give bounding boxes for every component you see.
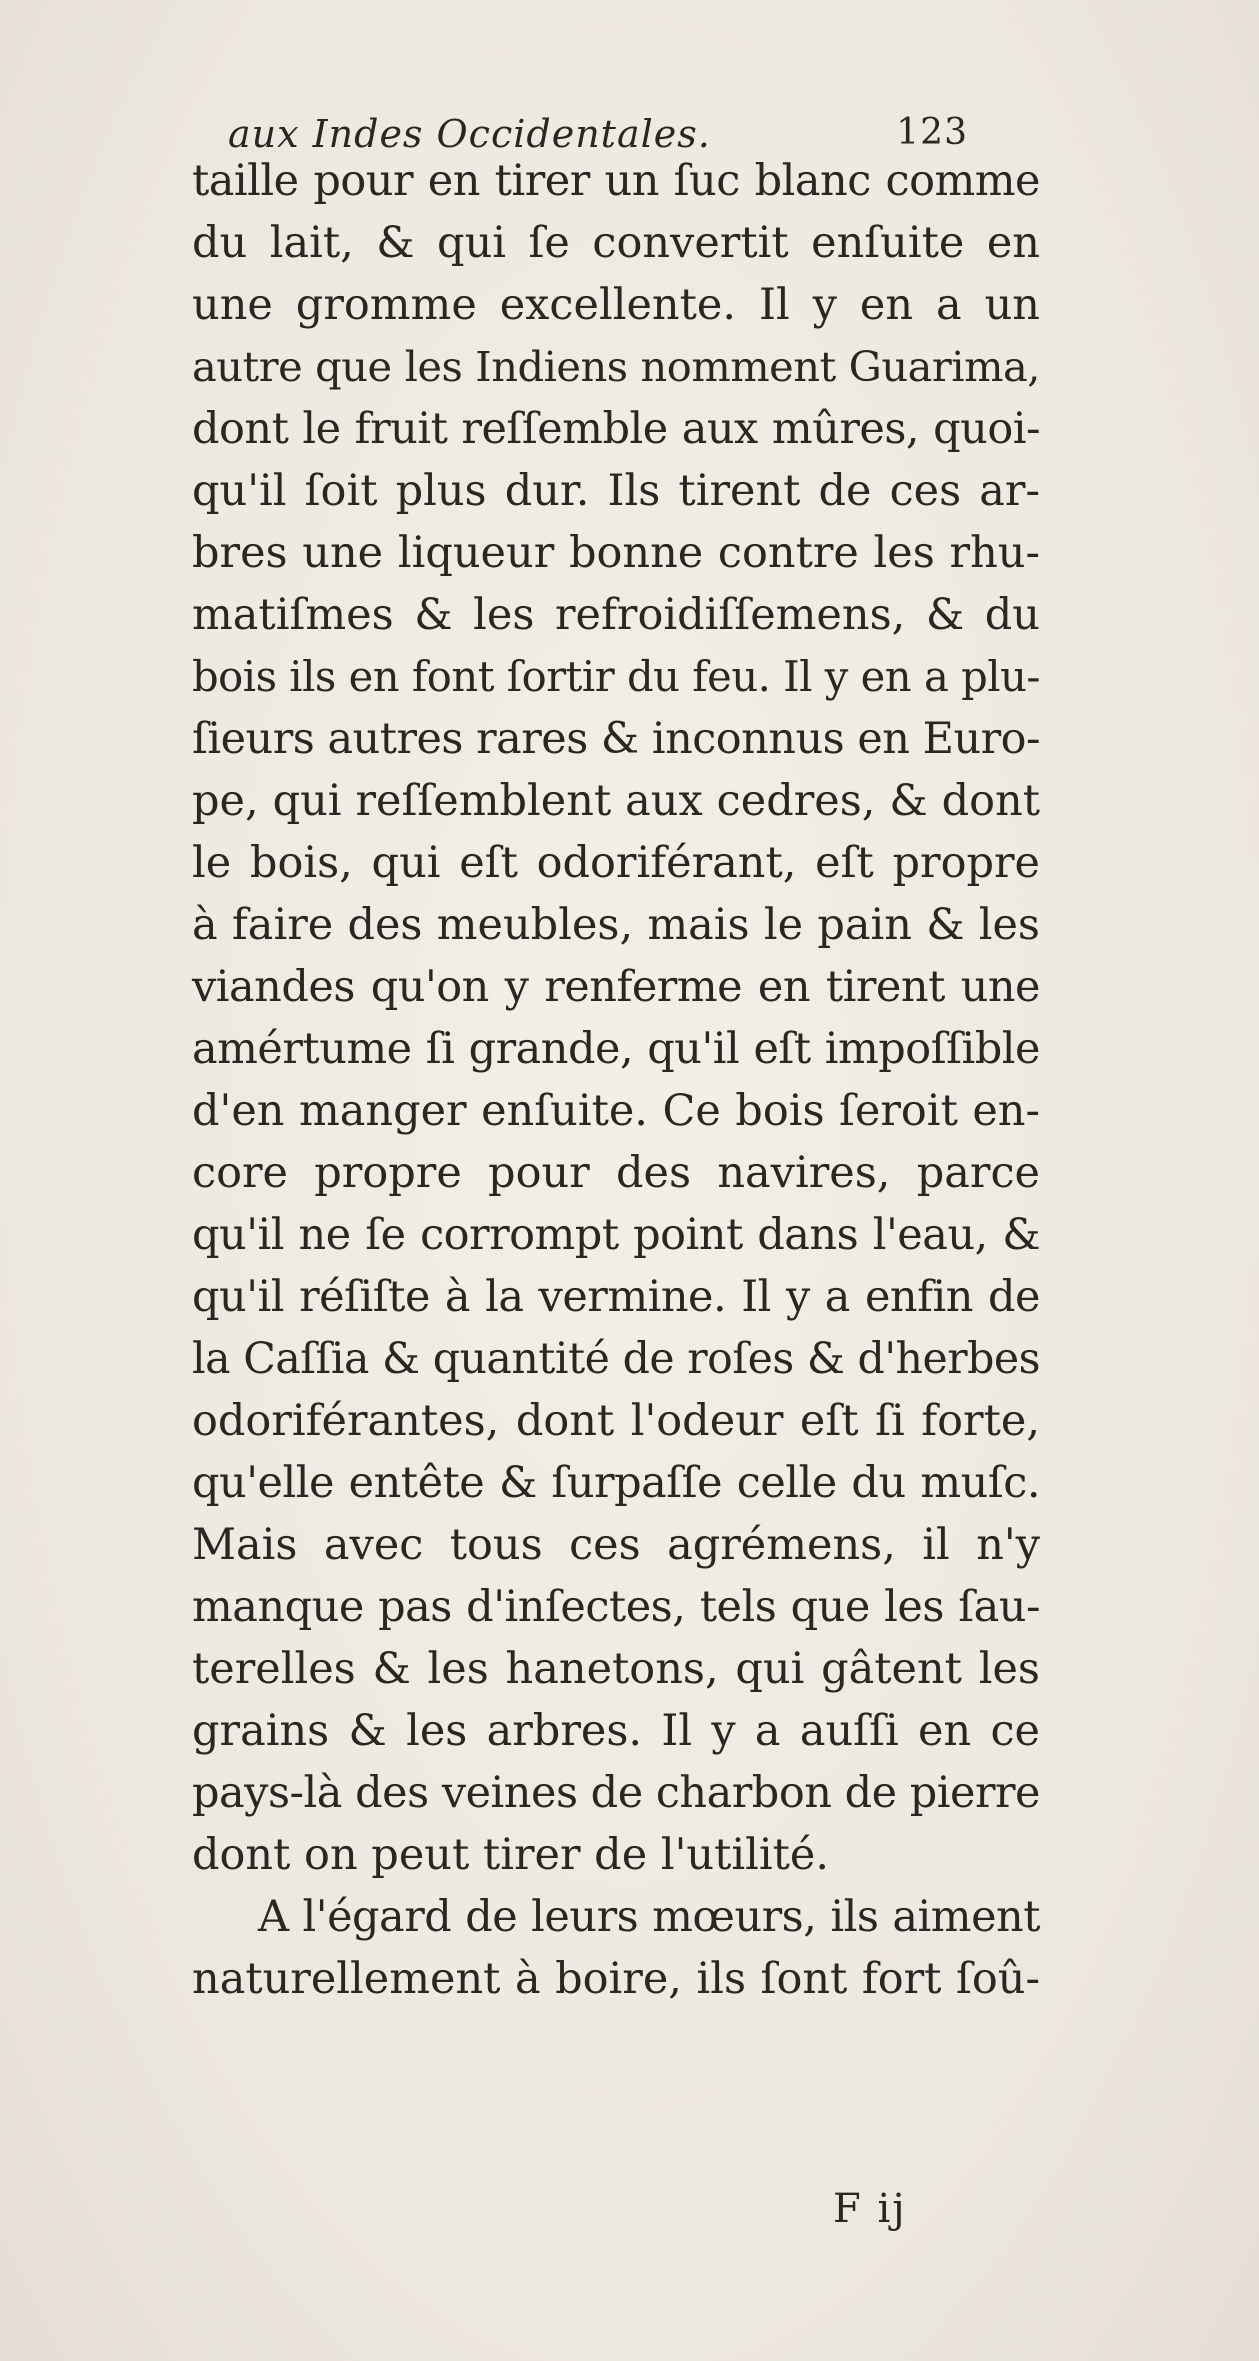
signature-mark: F ij <box>833 2186 907 2232</box>
text-line: à faire des meubles, mais le pain & les <box>192 900 1040 950</box>
text-line: le bois, qui eſt odoriférant, eſt propre <box>192 838 1040 888</box>
text-line: pe, qui reſſemblent aux cedres, & dont <box>192 776 1040 826</box>
text-line: dont on peut tirer de l'utilité. <box>192 1830 830 1880</box>
text-line: la Caſſia & quantité de roſes & d'herbes <box>192 1334 1040 1384</box>
text-line: dont le fruit reſſemble aux mûres, quoi- <box>192 404 1040 454</box>
text-line: qu'il ſoit plus dur. Ils tirent de ces ar- <box>192 466 1040 516</box>
text-line: Mais avec tous ces agrémens, il n'y <box>192 1520 1040 1570</box>
text-line: une gromme excellente. Il y en a un <box>192 280 1040 330</box>
text-line: taille pour en tirer un ſuc blanc comme <box>192 156 1040 206</box>
text-line: odoriférantes, dont l'odeur eſt ſi forte, <box>192 1396 1040 1446</box>
text-line: matiſmes & les refroidiſſemens, & du <box>192 590 1040 640</box>
text-line: grains & les arbres. Il y a auſſi en ce <box>192 1706 1040 1756</box>
text-line: qu'il ne ſe corrompt point dans l'eau, & <box>192 1210 1040 1260</box>
text-line: bois ils en font ſortir du feu. Il y en a plu- <box>192 652 1040 701</box>
page-number: 123 <box>896 112 968 153</box>
text-line: amértume ſi grande, qu'il eſt impoſſible <box>192 1024 1040 1074</box>
text-line: A l'égard de leurs mœurs, ils aiment <box>258 1892 1040 1942</box>
text-line: qu'elle entête & ſurpaſſe celle du muſc. <box>192 1458 1040 1508</box>
text-line: core propre pour des navires, parce <box>192 1148 1040 1198</box>
body-text <box>192 150 1040 2010</box>
running-head-title: aux Indes Occidentales. <box>228 112 711 156</box>
text-line: naturellement à boire, ils ſont fort ſoû- <box>192 1954 1040 2004</box>
text-line: pays-là des veines de charbon de pierre <box>192 1768 1040 1818</box>
text-line: du lait, & qui ſe convertit enſuite en <box>192 218 1040 268</box>
text-line: d'en manger enſuite. Ce bois ſeroit en- <box>192 1086 1040 1136</box>
text-line: bres une liqueur bonne contre les rhu- <box>192 528 1040 578</box>
text-line: terelles & les hanetons, qui gâtent les <box>192 1644 1040 1694</box>
text-line: manque pas d'inſectes, tels que les ſau- <box>192 1582 1040 1632</box>
text-line: ſieurs autres rares & inconnus en Euro- <box>192 714 1040 764</box>
text-line: autre que les Indiens nomment Guarima, <box>192 342 1040 391</box>
text-line: viandes qu'on y renferme en tirent une <box>192 962 1040 1012</box>
text-line: qu'il réſiſte à la vermine. Il y a enfin de <box>192 1272 1040 1322</box>
